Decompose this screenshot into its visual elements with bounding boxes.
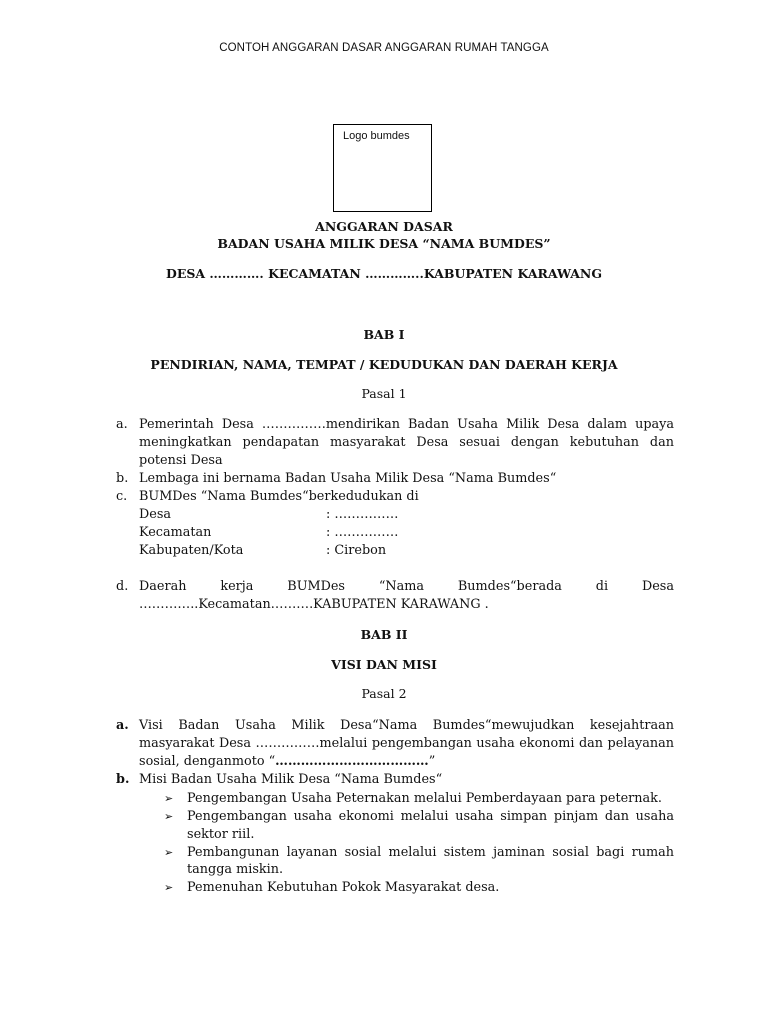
location-label: Kecamatan — [139, 525, 212, 540]
item-marker: b. — [116, 772, 130, 787]
item-text — [139, 717, 674, 771]
arrow-bullet-icon: ➢ — [164, 845, 174, 859]
list-item — [164, 790, 674, 808]
item-marker: a. — [116, 718, 129, 733]
item-text: Lembaga ini bernama Badan Usaha Milik Desa “Nama Bumdes“ — [139, 471, 557, 486]
mission-text: Pengembangan Usaha Peternakan melalui Pemberdayaan para peternak. — [187, 791, 662, 806]
pasal1-heading: Pasal 1 — [361, 386, 407, 401]
item-text: BUMDes “Nama Bumdes“berkedudukan di — [139, 489, 419, 504]
pasal1-item-b — [116, 470, 674, 488]
location-value: : …………… — [326, 507, 399, 522]
pasal2-item-b — [116, 771, 674, 789]
bab1-heading: BAB I — [363, 327, 405, 342]
list-item — [164, 844, 674, 879]
doc-title-line1: ANGGARAN DASAR — [315, 219, 453, 234]
mission-list — [164, 790, 674, 897]
pasal2-heading: Pasal 2 — [361, 686, 407, 701]
motto-placeholder: ……………………………… — [275, 754, 429, 769]
item-marker: c. — [116, 489, 128, 504]
doc-title-location: DESA …………. KECAMATAN …………..KABUPATEN KARAWANG — [165, 266, 603, 281]
item-text-line2: …………..Kecamatan……….KABUPATEN KARAWANG . — [139, 597, 489, 612]
mission-text: Pengembangan usaha ekonomi melalui usaha simpan pinjam dan usaha sektor riil. — [187, 809, 674, 842]
item-text-line1: Daerah kerja BUMDes “Nama Bumdes“berada di Desa — [139, 579, 674, 594]
pasal1-item-a — [116, 416, 674, 470]
logo-placeholder — [333, 124, 432, 212]
location-value: : Cirebon — [326, 543, 387, 558]
item-text: Misi Badan Usaha Milik Desa “Nama Bumdes“ — [139, 772, 443, 787]
location-value: : …………… — [326, 525, 399, 540]
location-label: Kabupaten/Kota — [139, 543, 244, 558]
logo-label: Logo bumdes — [343, 130, 410, 142]
visi-text: Visi Badan Usaha Milik Desa“Nama Bumdes“mewujudkan kesejahtraan masyarakat Desa ……………melalui pengembangan usaha ekonomi dan pelayanan sosial, denganmoto “ — [139, 718, 674, 769]
arrow-bullet-icon: ➢ — [164, 792, 174, 805]
item-marker: a. — [116, 417, 128, 432]
pasal2-item-a — [116, 717, 674, 771]
motto-close-quote: ” — [428, 754, 436, 769]
bab2-heading: BAB II — [360, 627, 408, 642]
mission-text: Pemenuhan Kebutuhan Pokok Masyarakat desa. — [187, 880, 500, 895]
item-marker: b. — [116, 471, 129, 486]
mission-text: Pembangunan layanan sosial melalui sistem jaminan sosial bagi rumah tangga miskin. — [187, 844, 674, 877]
bab2-title: VISI DAN MISI — [331, 657, 437, 672]
arrow-bullet-icon: ➢ — [164, 881, 174, 894]
location-label: Desa — [139, 507, 172, 522]
item-marker: d. — [116, 579, 129, 594]
pasal1-item-d — [116, 578, 674, 614]
list-item — [164, 879, 674, 897]
doc-title-line2: BADAN USAHA MILIK DESA “NAMA BUMDES” — [217, 236, 551, 251]
item-text: Pemerintah Desa ……………mendirikan Badan Usaha Milik Desa dalam upaya meningkatkan pendapatan masyarakat Desa sesuai dengan kebutuhan dan potensi Desa — [139, 417, 674, 468]
bab1-title: PENDIRIAN, NAMA, TEMPAT / KEDUDUKAN DAN DAERAH KERJA — [150, 357, 618, 372]
list-item — [164, 808, 674, 843]
document-header: CONTOH ANGGARAN DASAR ANGGARAN RUMAH TANGGA — [219, 42, 549, 54]
arrow-bullet-icon: ➢ — [164, 810, 174, 823]
pasal1-item-c — [116, 488, 674, 506]
